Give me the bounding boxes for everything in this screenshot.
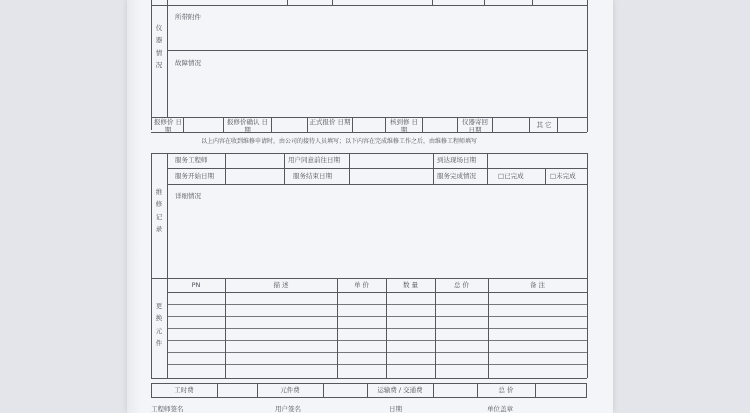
total-fee-label: 总 价 [498, 386, 514, 394]
report-date-label: 报修价 日期 [153, 118, 183, 134]
service-end-date-label: 服务结束日期 [293, 172, 332, 180]
footer-label-3: 日期 [389, 405, 402, 413]
service-start-date-label: 服务开始日期 [175, 172, 214, 180]
parts-fee-label: 元件费 [280, 386, 300, 394]
parts-col-quantity: 数 量 [402, 281, 419, 289]
parts-col-description: 描 述 [273, 281, 289, 289]
customer-agreed-date-label: 用户同意前往日期 [288, 156, 340, 164]
instrument-arrival-date-label: 仪器寄回 日期 [462, 118, 488, 134]
service-completion-label: 服务完成情况 [437, 172, 476, 180]
replacement-parts-section-label: 更 换 元 件 [155, 302, 163, 348]
parts-col-pn: PN [191, 281, 201, 289]
parts-col-unit-price: 单 价 [353, 281, 370, 289]
footer-label-4: 单位盖章 [487, 405, 513, 413]
instruction-note: 以上内容在收到维修申请时，由公司的接待人员填写；以下内容在完成维修工作之后，由维修工程师填写 [201, 138, 478, 145]
footer-label-2: 用户签名 [275, 405, 301, 413]
service-engineer-label: 服务工程师 [175, 156, 208, 164]
service-record-section-label: 维 修 记 录 [155, 188, 163, 234]
labor-fee-label: 工时费 [174, 386, 194, 394]
service-report-form [127, 0, 613, 413]
report-confirm-date-label: 报修价确认 日期 [226, 118, 269, 134]
recheck-date-label: 核到修 日期 [389, 118, 419, 134]
parts-col-remarks: 备 注 [529, 281, 546, 289]
not-completed-checkbox[interactable]: □未完成 [550, 172, 576, 180]
footer-label-1: 工程师签名 [151, 405, 184, 413]
parts-col-total-price: 总 价 [453, 281, 470, 289]
instrument-section-label: 仪 器 情 况 [155, 24, 163, 70]
fault-label: 故障情况 [175, 59, 201, 67]
detailed-situation-label: 详细情况 [175, 192, 201, 200]
top-row-line [151, 5, 587, 6]
transport-fee-label: 运输费 / 交通费 [377, 386, 423, 394]
formal-report-date-label: 正式报价 日期 [309, 118, 351, 126]
completed-checkbox[interactable]: □已完成 [498, 172, 524, 180]
arrival-on-site-date-label: 到达现场日期 [437, 156, 476, 164]
accessories-label: 所带附件 [175, 13, 201, 21]
other-label: 其 它 [536, 121, 552, 129]
